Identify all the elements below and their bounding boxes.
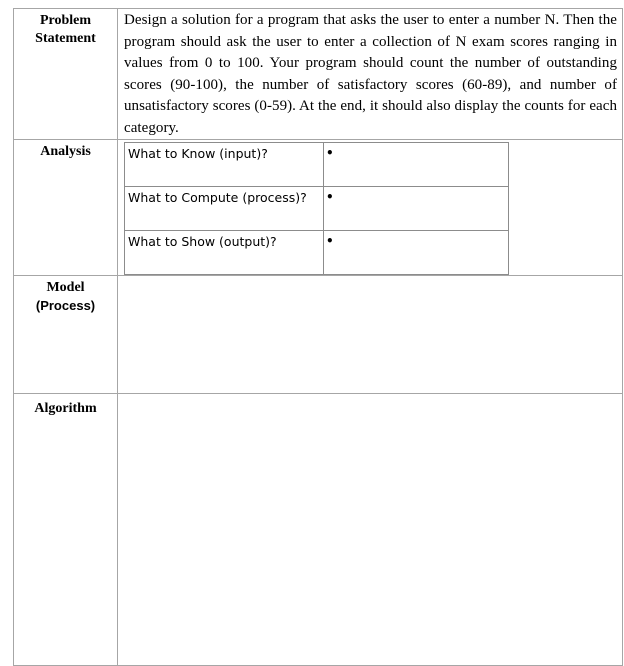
bullet-icon: • bbox=[326, 146, 334, 160]
worksheet-table bbox=[13, 8, 623, 666]
problem-label-line1: Problem bbox=[39, 13, 92, 28]
algorithm-content-area[interactable] bbox=[118, 394, 623, 666]
analysis-input-question: What to Know (input)? bbox=[125, 143, 324, 187]
analysis-output-answer[interactable] bbox=[324, 231, 509, 275]
problem-statement-label bbox=[14, 9, 118, 140]
model-label-line2: (Process) bbox=[35, 298, 96, 313]
analysis-content bbox=[118, 140, 623, 276]
model-label-line1: Model bbox=[46, 280, 85, 295]
analysis-label-text: Analysis bbox=[40, 144, 91, 159]
analysis-row bbox=[14, 140, 623, 276]
model-content-area[interactable] bbox=[118, 276, 623, 394]
analysis-table bbox=[124, 142, 509, 275]
analysis-label bbox=[14, 140, 118, 276]
problem-statement-text: Design a solution for a program that asks the user to enter a number N. Then the program should ask the user to enter a collection of N exam scores ranging in values from 0 to 100. Your program should count the number of outstanding scores (90-100), the number of satisfactory scores (60-89), and number of unsatisfactory scores (0-59). At the end, it should also display the counts for each category. bbox=[118, 9, 623, 140]
model-label bbox=[14, 276, 118, 394]
algorithm-label-text: Algorithm bbox=[34, 401, 97, 416]
problem-label-line2: Statement bbox=[35, 31, 96, 46]
algorithm-label bbox=[14, 394, 118, 666]
analysis-output-question: What to Show (output)? bbox=[125, 231, 324, 275]
analysis-output-row bbox=[125, 231, 509, 275]
analysis-process-row bbox=[125, 187, 509, 231]
bullet-icon: • bbox=[326, 234, 334, 248]
model-row bbox=[14, 276, 623, 394]
analysis-process-question: What to Compute (process)? bbox=[125, 187, 324, 231]
analysis-process-answer[interactable] bbox=[324, 187, 509, 231]
bullet-icon: • bbox=[326, 190, 334, 204]
analysis-input-row bbox=[125, 143, 509, 187]
algorithm-row bbox=[14, 394, 623, 666]
analysis-input-answer[interactable] bbox=[324, 143, 509, 187]
problem-statement-row bbox=[14, 9, 623, 140]
